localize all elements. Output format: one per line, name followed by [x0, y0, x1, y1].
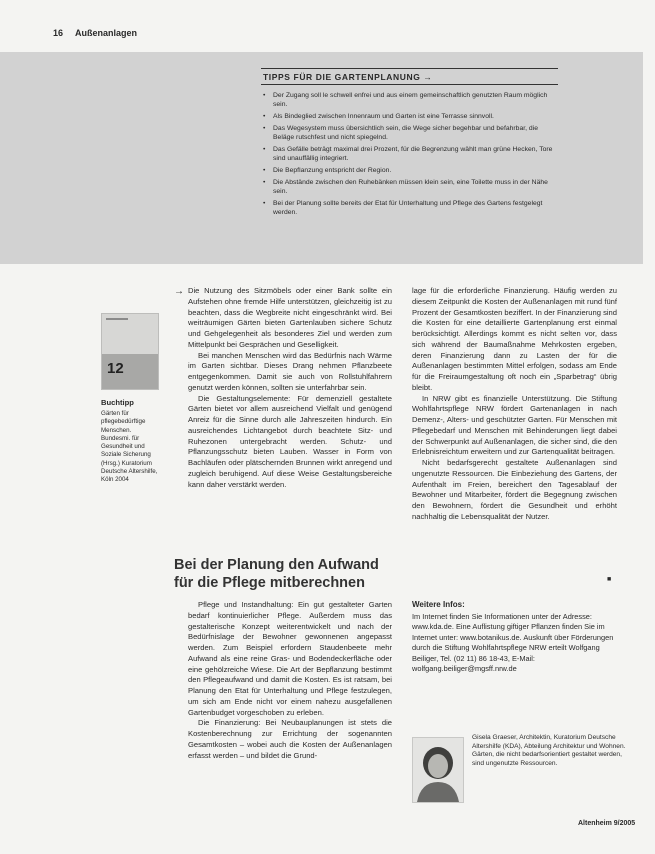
tip-item: • Als Bindeglied zwischen Innenraum und Garten ist eine Terrasse sinnvoll.	[263, 112, 555, 121]
cover-strip	[106, 318, 128, 320]
info-heading: Weitere Infos:	[412, 600, 465, 609]
paragraph: Pflege und Instandhaltung: Ein gut gestalteter Garten bedarf kontinuierlicher Pflege. Außerdem muss das gestalterische Konzept weiterentwickelt und nach der Bedürfnislage der Bewohner gewonnenen angepasst werden. Zum Beispiel erfordern Staudenbeete mehr Aufwand als eine reine Gras- und Bodendeckerfläche oder eine gehölzreiche Wiese. Die Art der Bepflanzung bestimmt den Pflegeaufwand und damit die Kosten. Es ist ratsam, bei Planung den Etat für Unterhaltung und Pflege festzulegen, um sich am Ende nicht vor einem nahezu ausgefallenen Gartenbudget vorgeschoben zu erleben.	[188, 600, 392, 717]
end-mark-icon: ■	[607, 576, 612, 583]
info-text: Im Internet finden Sie Informationen unter der Adresse: www.kda.de. Eine Auflistung giftiger Pflanzen finden Sie im Internet unter: www.botanikus.de. Auskunft über Förderungen durch die Stiftung Wohlfahrtspflege NRW erteilt Wolfgang Beiliger, Tel. (02 11) 86 18-43, E-Mail: wolfgang.beiliger@mgsff.nrw.de	[412, 612, 614, 674]
author-bio: Gisela Graeser, Architektin, Kuratorium Deutsche Altershilfe (KDA), Abteilung Architektur und Wohnen. Gärten, die nicht bedarfsorientiert gestaltet werden, sind ungenutzte Ressourcen.	[472, 734, 626, 767]
article-column-3	[188, 600, 392, 761]
paragraph: lage für die erforderliche Finanzierung. Häufig werden zu diesem Zeitpunkt die Kosten der Außenanlagen mit rund fünf Prozent der Gesamtkosten beziffert. In der Finanzierung sind die Kosten für eine detaillierte Gartenplanung erst einmal berücksichtigt. Allerdings kommt es nicht selten vor, dass sich während der Baumaßnahme Mehrkosten ergeben, deren Finanzierung dann zu Lasten der für die Außenanlagen bestimmten Mittel erfolgen, sodass am Ende für die Freiraumgestaltung oft noch ein „Sparbetrag“ übrig bleibt.	[412, 286, 617, 392]
paragraph: Nicht bedarfsgerecht gestaltete Außenanlagen sind ungenutzte Ressourcen. Die Einbeziehung des Gartens, der Aufenthalt im Freien, bereichert den Tagesablauf der Bewohner und Mitarbeiter, fördert die Begegnung zwischen den Bewohnern, fördert die Gesundheit und erhöht nachhaltig die Lebensqualität der Nutzer.	[412, 458, 617, 521]
tip-item: • Das Wegesystem muss übersichtlich sein, die Wege sicher begehbar und befahrbar, die Beläge rutschfest und nicht spiegelnd.	[263, 124, 555, 142]
book-number: 12	[107, 360, 124, 377]
paragraph: Bei manchen Menschen wird das Bedürfnis nach Wärme im Garten sichtbar. Dieses Drang nehmen Pflanzbeete entgegenkommen. Damit sie auch von Rollstuhlfahrern genutzt werden können, sollten sie unterfahrbar sein.	[188, 350, 392, 392]
book-text: Gärten für pflegebedürftige Menschen. Bundesmi. für Gesundheit und Soziale Sicherung (Hrsg.) Kuratorium Deutsche Altershilfe, Köln 2004	[101, 410, 158, 484]
paragraph: Die Gestaltungselemente: Für demenziell gestaltete Gärten bietet vor allem ausreichend Vielfalt und genügend Anreiz für die Sinne durch alle Jahreszeiten hindurch. Ein ausreichendes Lichtangebot durch beachtete Sitz- und Ruhezonen untergebracht werden. Schutz- und Pflanzungsschutz bieten Lauben. Wasser in Form von Bachläufen oder plätschernden Brunnen wirkt anregend und zugleich beruhigend. Auf diese Weise Gestaltungsbereiche kann daher verstärkt werden.	[188, 393, 392, 489]
article-column-1	[188, 286, 392, 490]
article-heading: Bei der Planung den Aufwand für die Pflege mitberechnen	[174, 557, 379, 591]
paragraph: Die Nutzung des Sitzmöbels oder einer Bank sollte ein Aufstehen ohne fremde Hilfe unterstützen, gleichzeitig ist zu beachten, dass die Wegbreite nicht eingeschränkt wird. Bei weiträumigen Gärten bieten Gartenlauben sichere Schutz und Gehgelegenheit als besonderes Ziel und werden zum Mittelpunkt bei Gesprächen und Geselligkeit.	[188, 286, 392, 349]
paragraph: Die Finanzierung: Bei Neubauplanungen ist stets die Kostenberechnung zur Errichtung der sogenannten Gesamtkosten – wobei auch die Kosten der Außenanlagen erfasst werden – und bildet die Grund-	[188, 718, 392, 760]
portrait-image	[413, 738, 463, 802]
page-number: 16	[53, 28, 64, 38]
arrow-icon: →	[174, 286, 184, 297]
article-column-2	[412, 286, 617, 523]
book-heading: Buchtipp	[101, 398, 134, 407]
tips-title: TIPPS FÜR DIE GARTENPLANUNG →	[261, 68, 558, 85]
author-photo	[412, 737, 464, 803]
paragraph: In NRW gibt es finanzielle Unterstützung. Die Stiftung Wohlfahrtspflege NRW fördert Gartenanlagen in nach Demenz-, Alters- und geschützter Garten. Für Menschen mit Pflegebedarf und Menschen mit Behinderungen liegt dabei der Schwerpunkt auf Außenanlagen, die sicher sind, die den Erlebnisreichtum erweitern und zur Gartenqualität beitragen.	[412, 393, 617, 457]
tip-item: • Die Bepflanzung entspricht der Region.	[263, 166, 555, 175]
tip-item: • Die Abstände zwischen den Ruhebänken müssen klein sein, eine Toilette muss in der Nähe sein.	[263, 178, 555, 196]
footer-issue: Altenheim 9/2005	[578, 820, 636, 827]
book-cover	[101, 313, 159, 390]
tip-item: • Der Zugang soll le schwell enfrei und aus einem gemeinschaftlich genutzten Raum möglich sein.	[263, 91, 555, 109]
tips-list	[263, 91, 555, 220]
tip-item: • Das Gefälle beträgt maximal drei Prozent, für die Begrenzung wählt man grüne Hecken, Tore sind unauffällig integriert.	[263, 145, 555, 163]
section-title: Außenanlagen	[75, 28, 138, 38]
tip-item: • Bei der Planung sollte bereits der Etat für Unterhaltung und Pflege des Gartens festgelegt werden.	[263, 199, 555, 217]
